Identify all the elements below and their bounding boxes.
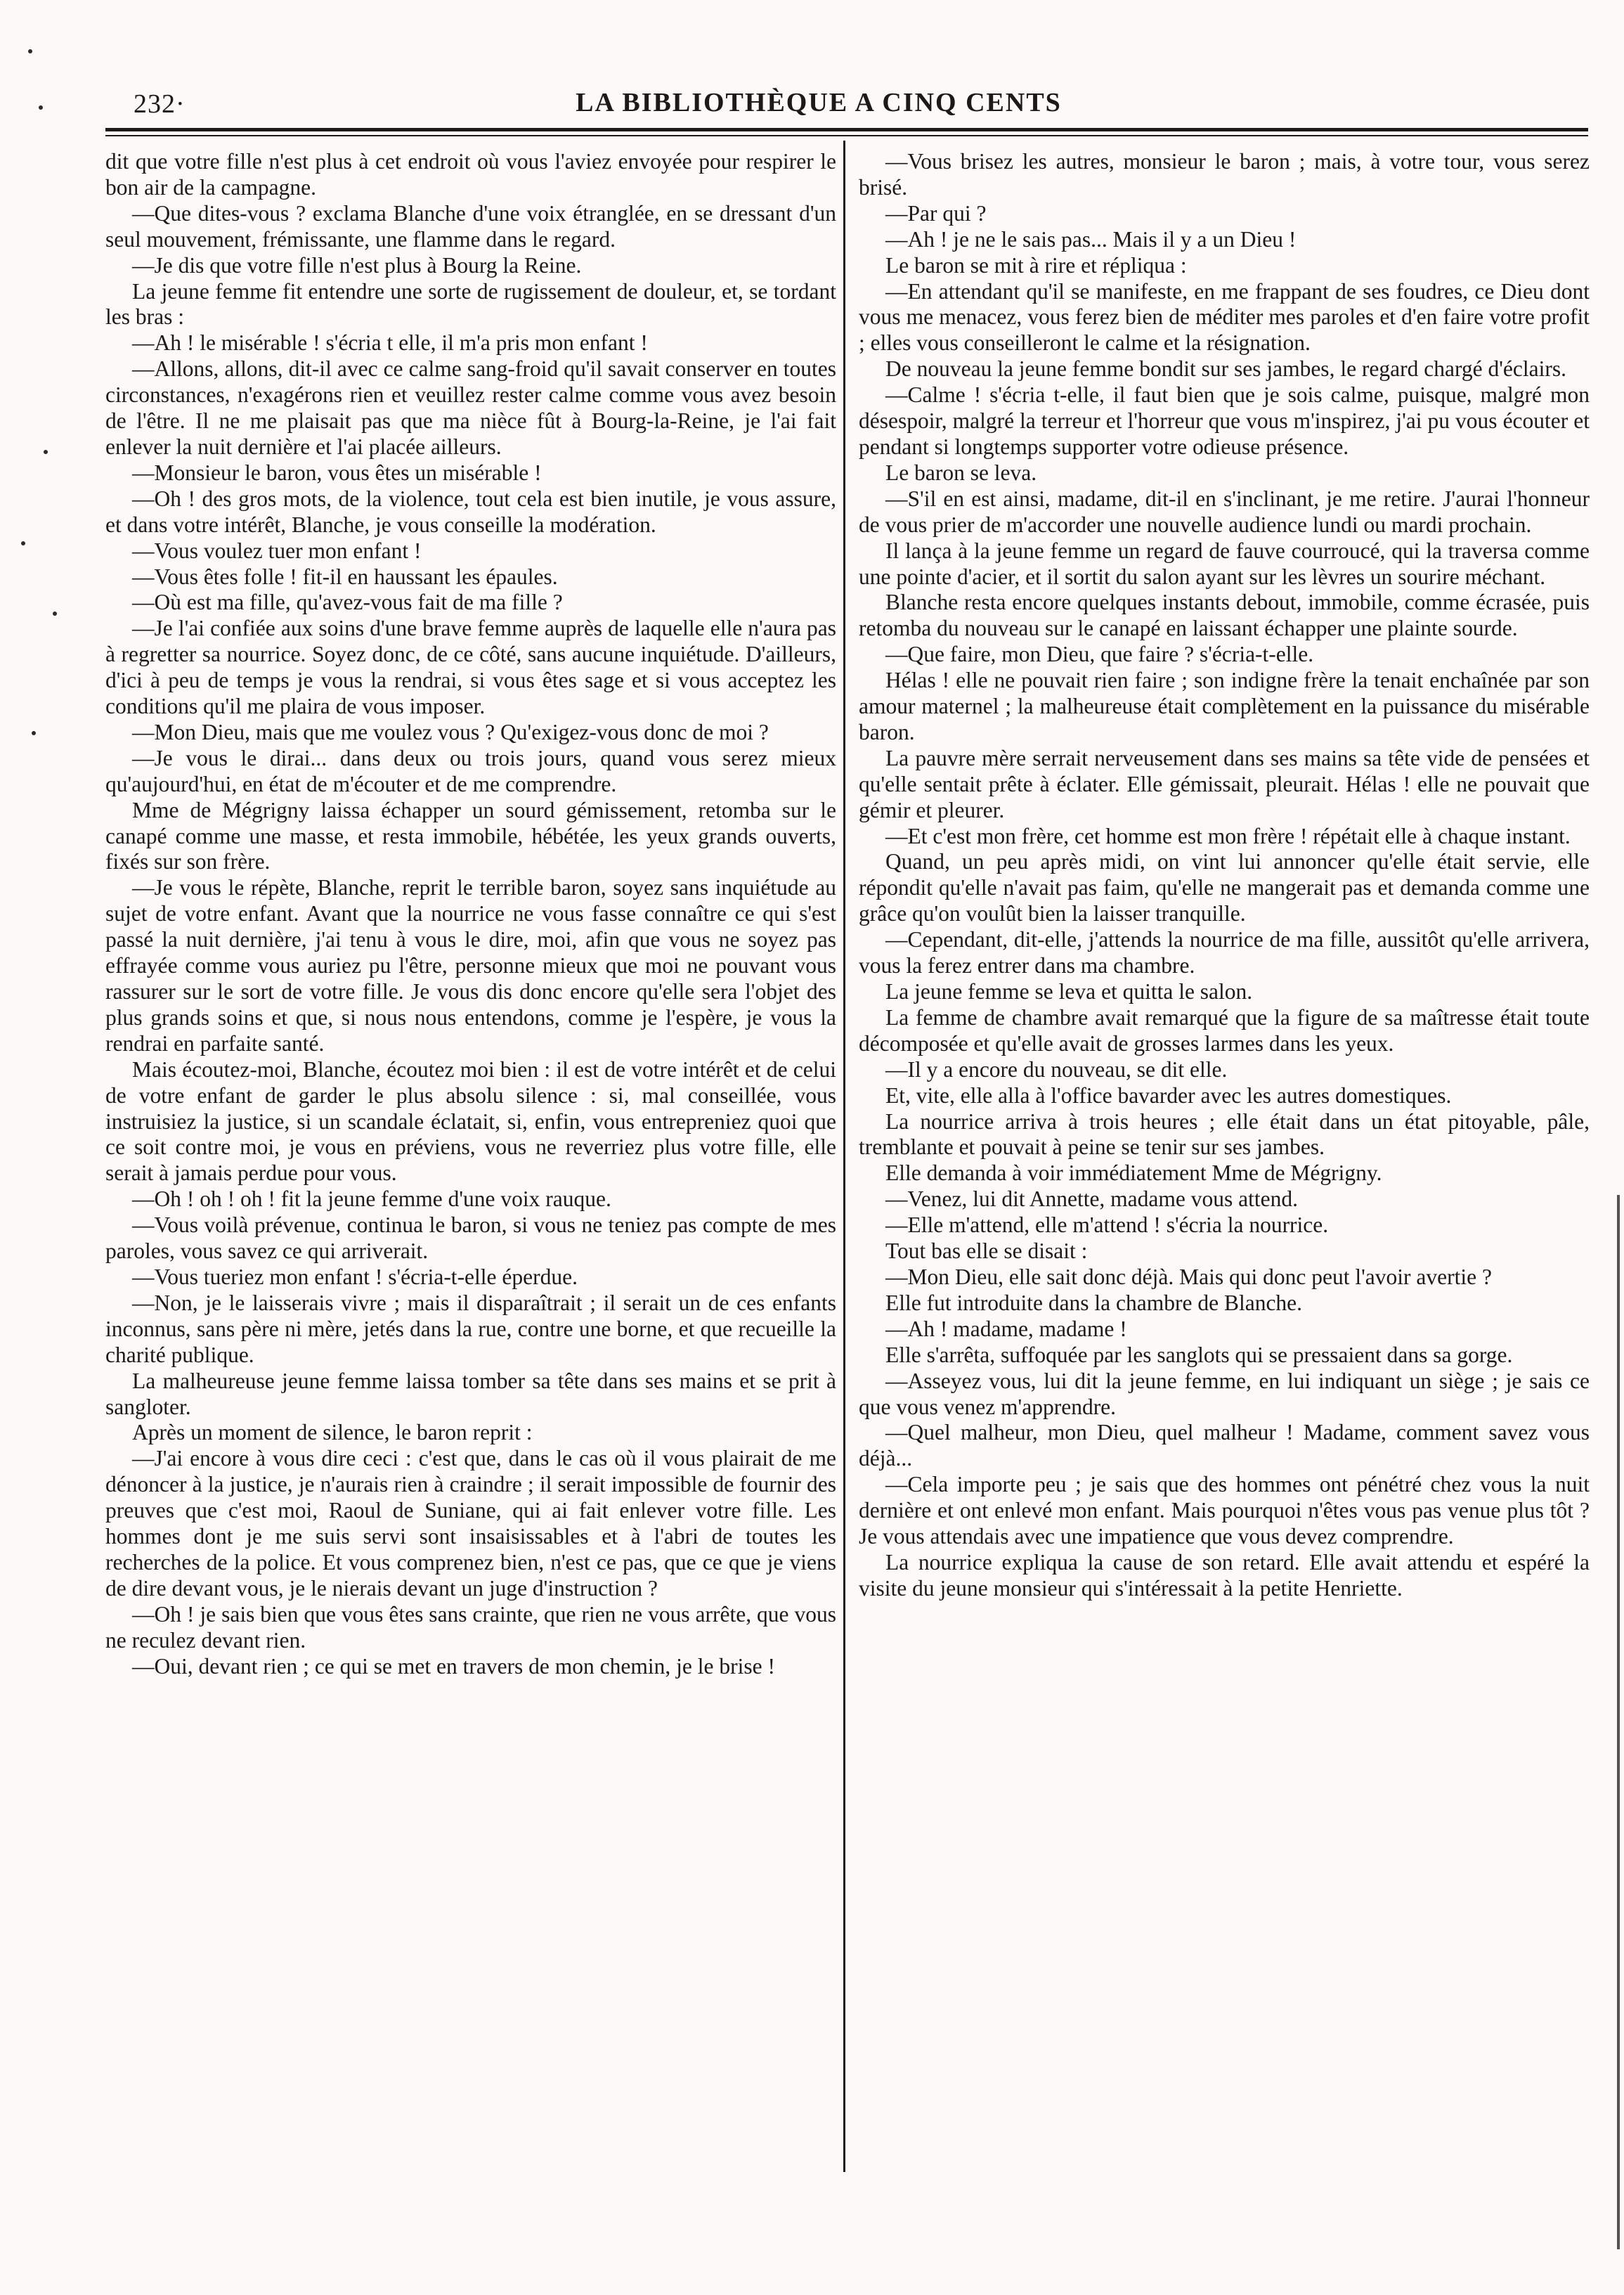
header-rule-thin <box>105 135 1588 136</box>
paragraph: Blanche resta encore quelques instants debout, immobile, comme écrasée, puis retomba du nouveau sur le canapé en laissant échapper une plainte sourde. <box>859 590 1590 641</box>
ink-speck <box>21 541 25 545</box>
paragraph: —Asseyez vous, lui dit la jeune femme, en lui indiquant un siège ; je sais ce que vous venez m'apprendre. <box>859 1368 1590 1419</box>
paragraph: dit que votre fille n'est plus à cet endroit où vous l'aviez envoyée pour respirer le bon air de la campagne. <box>105 149 836 200</box>
paragraph: Mme de Mégrigny laissa échapper un sourd gémissement, retomba sur le canapé comme une masse, et resta immobile, hébétée, les yeux grands ouverts, fixés sur son frère. <box>105 797 836 874</box>
paragraph: Il lança à la jeune femme un regard de fauve courroucé, qui la traversa comme une pointe d'acier, et il sortit du salon ayant sur les lèvres un sourire méchant. <box>859 538 1590 589</box>
paragraph: —Calme ! s'écria t-elle, il faut bien que je sois calme, puisque, malgré mon désespoir, malgré la terreur et l'horreur que vous m'inspirez, j'ai pu vous écouter et pendant si longtemps supporter votre odieuse présence. <box>859 382 1590 459</box>
paragraph: —Et c'est mon frère, cet homme est mon frère ! répétait elle à chaque instant. <box>885 823 1571 848</box>
ink-speck <box>53 612 57 616</box>
paragraph: —J'ai encore à vous dire ceci : c'est que, dans le cas où il vous plairait de me dénoncer à la justice, je n'aurais rien à craindre ; il serait impossible de fournir des preuves que c'est moi, Raoul de Suniane, qui ai fait enlever votre fille. Les hommes dont je me suis servi sont insaisissables et à l'abri de toutes les recherches de la police. Et vous comprenez bien, n'est ce pas, que ce que je viens de dire devant vous, je le nierais devant un juge d'instruction ? <box>105 1446 836 1601</box>
paragraph: —Non, je le laisserais vivre ; mais il disparaîtrait ; il serait un de ces enfants inconnus, sans père ni mère, jetés dans la rue, contre une borne, et que recueille la charité publique. <box>105 1290 836 1367</box>
paragraph: Et, vite, elle alla à l'office bavarder avec les autres domestiques. <box>885 1082 1452 1108</box>
paragraph: —Cela importe peu ; je sais que des hommes ont pénétré chez vous la nuit dernière et ont enlevé mon enfant. Mais pourquoi n'êtes vous pas venue plus tôt ? Je vous attendais avec une impatience que vous devez comprendre. <box>859 1472 1590 1549</box>
paragraph: La femme de chambre avait remarqué que la figure de sa maîtresse était toute décomposée et qu'elle avait de grosses larmes dans les yeux. <box>859 1004 1590 1056</box>
paragraph: —Vous voilà prévenue, continua le baron, si vous ne teniez pas compte de mes paroles, vous savez ce qui arriverait. <box>105 1213 836 1264</box>
paragraph: —Ah ! je ne le sais pas... Mais il y a un Dieu ! <box>885 226 1297 252</box>
page-header <box>105 83 1532 125</box>
paragraph: La pauvre mère serrait nerveusement dans ses mains sa tête vide de pensées et qu'elle sentait prête à éclater. Elle gémissait, pleurait. Hélas ! elle ne pouvait que gémir et pleurer. <box>859 745 1590 822</box>
paragraph: Après un moment de silence, le baron reprit : <box>132 1420 533 1445</box>
paragraph: Le baron se leva. <box>885 460 1037 485</box>
paragraph: Elle s'arrêta, suffoquée par les sanglots qui se pressaient dans sa gorge. <box>885 1342 1513 1367</box>
paragraph: La jeune femme fit entendre une sorte de rugissement de douleur, et, se tordant les bras : <box>105 278 836 330</box>
paragraph: —Cependant, dit-elle, j'attends la nourrice de ma fille, aussitôt qu'elle arrivera, vous la ferez entrer dans ma chambre. <box>859 927 1590 978</box>
paragraph: —Je l'ai confiée aux soins d'une brave femme auprès de laquelle elle n'aura pas à regretter sa nourrice. Soyez donc, de ce côté, sans aucune inquiétude. D'ailleurs, d'ici à peu de temps je vous la rendrai, si vous êtes sage et si vous acceptez les conditions qu'il me plaira de vous imposer. <box>105 616 836 719</box>
paragraph: La malheureuse jeune femme laissa tomber sa tête dans ses mains et se prit à sangloter. <box>105 1368 836 1419</box>
paragraph: —Que dites-vous ? exclama Blanche d'une voix étranglée, en se dressant d'un seul mouvement, frémissante, une flamme dans le regard. <box>105 200 836 252</box>
ink-speck <box>44 450 48 454</box>
paragraph: Tout bas elle se disait : <box>885 1239 1088 1264</box>
paragraph: —S'il en est ainsi, madame, dit-il en s'inclinant, je me retire. J'aurai l'honneur de vous prier de m'accorder une nouvelle audience lundi ou mardi prochain. <box>859 486 1590 537</box>
paragraph: —Je vous le répète, Blanche, reprit le terrible baron, soyez sans inquiétude au sujet de votre enfant. Avant que la nourrice ne vous fasse connaître ce qui s'est passé la nuit dernière, j'ai tenu à vous le dire, moi, afin que vous ne soyez pas effrayée comme vous auriez pu l'être, personne mieux que moi ne pouvant vous rassurer sur le sort de votre fille. Je vous dis donc encore qu'elle sera l'objet des plus grands soins et que, si nous nous entendons, comme je l'espère, je vous la rendrai en parfaite santé. <box>105 875 836 1056</box>
paragraph: —Ah ! madame, madame ! <box>885 1316 1127 1341</box>
paragraph: —Oh ! des gros mots, de la violence, tout cela est bien inutile, je vous assure, et dans votre intérêt, Blanche, je vous conseille la modération. <box>105 486 836 537</box>
paragraph: —Monsieur le baron, vous êtes un misérable ! <box>132 460 542 485</box>
paragraph: —Je vous le dirai... dans deux ou trois jours, quand vous serez mieux qu'aujourd'hui, en état de m'écouter et de me comprendre. <box>105 745 836 796</box>
page-edge-shadow <box>1617 1195 1620 2249</box>
left-column <box>105 149 836 1679</box>
running-title: LA BIBLIOTHÈQUE A CINQ CENTS <box>576 88 1062 117</box>
column-divider <box>843 141 845 2172</box>
ink-speck <box>28 49 32 53</box>
paragraph: —Mon Dieu, elle sait donc déjà. Mais qui donc peut l'avoir avertie ? <box>885 1264 1492 1289</box>
ink-speck <box>32 731 36 735</box>
paragraph: —Vous brisez les autres, monsieur le baron ; mais, à votre tour, vous serez brisé. <box>859 149 1590 200</box>
paragraph: Elle fut introduite dans la chambre de Blanche. <box>885 1290 1303 1315</box>
paragraph: Hélas ! elle ne pouvait rien faire ; son indigne frère la tenait enchaînée par son amour maternel ; la malheureuse était complètement en la puissance du misérable baron. <box>859 668 1590 744</box>
paragraph: —Oh ! je sais bien que vous êtes sans crainte, que rien ne vous arrête, que vous ne reculez devant rien. <box>105 1601 836 1653</box>
paragraph: —Elle m'attend, elle m'attend ! s'écria la nourrice. <box>885 1213 1329 1238</box>
paragraph: La jeune femme se leva et quitta le salon. <box>885 979 1253 1004</box>
paragraph: La nourrice arriva à trois heures ; elle était dans un état pitoyable, pâle, tremblante et pouvait à peine se tenir sur ses jambes. <box>859 1108 1590 1160</box>
paragraph: —Quel malheur, mon Dieu, quel malheur ! Madame, comment savez vous déjà... <box>859 1420 1590 1471</box>
paragraph: La nourrice expliqua la cause de son retard. Elle avait attendu et espéré la visite du jeune monsieur qui s'intéressait à la petite Henriette. <box>859 1549 1590 1601</box>
header-rule-thick <box>105 128 1588 131</box>
paragraph: —Je dis que votre fille n'est plus à Bourg la Reine. <box>132 252 582 278</box>
paragraph: —Vous voulez tuer mon enfant ! <box>132 538 422 563</box>
page-number: 232· <box>134 89 186 119</box>
paragraph: —Oh ! oh ! oh ! fit la jeune femme d'une voix rauque. <box>132 1187 611 1212</box>
paragraph: —Vous êtes folle ! fit-il en haussant les épaules. <box>132 564 558 589</box>
paragraph: —Oui, devant rien ; ce qui se met en travers de mon chemin, je le brise ! <box>132 1653 775 1679</box>
paragraph: —Il y a encore du nouveau, se dit elle. <box>885 1056 1228 1082</box>
paragraph: —Ah ! le misérable ! s'écria t elle, il m'a pris mon enfant ! <box>132 330 648 356</box>
ink-speck <box>39 105 43 110</box>
paragraph: Quand, un peu après midi, on vint lui annoncer qu'elle était servie, elle répondit qu'elle n'avait pas faim, qu'elle ne mangerait pas et demanda comme une grâce qu'on voulût bien la laisser tranquille. <box>859 849 1590 926</box>
paragraph: —Que faire, mon Dieu, que faire ? s'écria-t-elle. <box>885 642 1314 667</box>
paragraph: —Où est ma fille, qu'avez-vous fait de ma fille ? <box>132 590 563 615</box>
paragraph: —Allons, allons, dit-il avec ce calme sang-froid qu'il savait conserver en toutes circonstances, n'exagérons rien et veuillez rester calme comme vous avez besoin de l'être. Il ne me plaisait pas que ma nièce fût à Bourg-la-Reine, je l'ai fait enlever la nuit dernière et l'ai placée ailleurs. <box>105 356 836 459</box>
paragraph: Elle demanda à voir immédiatement Mme de Mégrigny. <box>885 1161 1382 1186</box>
paragraph: —Vous tueriez mon enfant ! s'écria-t-elle éperdue. <box>132 1264 578 1289</box>
paragraph: De nouveau la jeune femme bondit sur ses jambes, le regard chargé d'éclairs. <box>885 356 1566 382</box>
right-column <box>859 149 1590 1602</box>
paragraph: —Venez, lui dit Annette, madame vous attend. <box>885 1187 1298 1212</box>
paragraph: —En attendant qu'il se manifeste, en me frappant de ses foudres, ce Dieu dont vous me menacez, vous ferez bien de méditer mes paroles et d'en faire votre profit ; elles vous conseilleront le calme et la résignation. <box>859 278 1590 356</box>
paragraph: —Par qui ? <box>885 200 987 226</box>
paragraph: Le baron se mit à rire et répliqua : <box>885 252 1187 278</box>
margin-specks <box>0 0 84 2295</box>
paragraph: Mais écoutez-moi, Blanche, écoutez moi bien : il est de votre intérêt et de celui de votre enfant de garder le plus absolu silence : si, mal conseillée, vous instruisiez la justice, si un scandale éclatait, si, enfin, vous entrepreniez quoi que ce soit contre moi, je vous en préviens, vous ne reverriez plus votre fille, elle serait à jamais perdue pour vous. <box>105 1056 836 1186</box>
paragraph: —Mon Dieu, mais que me voulez vous ? Qu'exigez-vous donc de moi ? <box>132 719 769 744</box>
